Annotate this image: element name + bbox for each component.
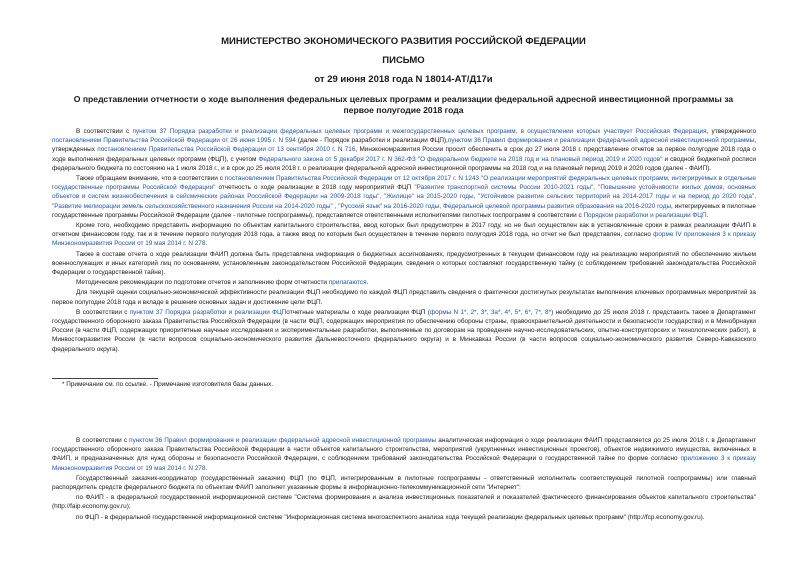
paragraph-11: по ФЦП - в федеральной государственной информационной системе "Информационная система многоаспектного анализа хода текущей реализации федеральных целевых программ" (http://fcp.economy.gov.ru). <box>76 513 705 521</box>
text: , утвержденного <box>706 128 757 135</box>
footnote-divider <box>52 378 158 379</box>
text: Также обращаем внимание, что в соответствии с <box>76 175 225 183</box>
text: , утвержденных <box>52 137 756 154</box>
link-form-iv-order-278[interactable]: форме IV приложения 3 к приказу Минэкономразвития России от 19 мая 2014 г. N 278 <box>52 231 756 248</box>
paragraph-6: Для текущей оценки социально-экономической эффективности реализации ФЦП необходимо по каждой ФЦП представить сведения о фактически достигнутых результатах выполнения ключевых программных мероприятий за первое полугодие 2018 года и вкладе в решение основных задач и достижение цели ФЦП. <box>52 289 756 306</box>
document-body-upper <box>52 127 756 355</box>
paragraph-7 <box>52 308 756 354</box>
link-resolution-594[interactable]: постановлением Правительства Российской Федерации от 26 июня 1995 г. N 594 <box>52 137 296 145</box>
ministry-name: МИНИСТЕРСТВО ЭКОНОМИЧЕСКОГО РАЗВИТИЯ РОССИЙСКОЙ ФЕДЕРАЦИИ <box>221 36 586 47</box>
link-order-fcp-item-37[interactable]: пунктом 37 Порядка разработки и реализации федеральных целевых программ и межгосударственных целевых программ, в осуществлении которых участвует Российская Федерация <box>132 128 707 135</box>
footnote: * Примечание см. по ссылке. - Примечание изготовителя базы данных. <box>62 381 274 388</box>
text: аналитическая информация о ходе реализации ФАИП представляется до 25 июля 2018 г. в Департамент государственного оборонного заказа Правительства Российской Федерации в части объектов капитального строительства, мероприятий (укрупненных инвестиционных проектов), объектов недвижимого имущества, включенных в ФАИП, и предназначенных для нужд обороны и безопасности Российской Федерации, с соблюдением требований законодательства Российской Федерации о государственной тайне по форме согласно <box>52 437 756 463</box>
text: В соответствии с <box>76 308 130 316</box>
text: (далее - Порядок разработки и реализации ФЦП), <box>295 137 448 145</box>
document-type: ПИСЬМО <box>382 55 425 66</box>
text: . <box>205 240 208 248</box>
link-appendix-3-order-278[interactable]: приложению 3 к приказу Минэкономразвития России от 19 мая 2014 г. N 278 <box>52 455 756 472</box>
paragraph-2 <box>52 174 756 220</box>
document-title: О представлении отчетности о ходе выполнения федеральных целевых программ и реализации федеральной адресной инвестиционной программы за первое полугодие 2018 года <box>73 94 734 115</box>
text: отчетность о ходе реализации в 2018 году мероприятий ФЦП <box>215 184 415 192</box>
text: ) необходимо до 25 июля 2018 г. представить также в Департамент государственного оборонного заказа Правительства Российской Федерации (в части ФЦП, содержащих мероприятия по обеспечению обороны страны, правоохранительной деятельности и безопасности государства) и в Минобрнауки России (в части ФЦП, содержащих приоритетные научные исследования и экспериментальные разработки, выполняемые по договорам на проведение научно-исследовательских, опытно-конструкторских и технологических работ), в Минвостокразвития России (в части вопросов социально-экономического развития Дальневосточного федерального округа) и в Минкавказ России (в части вопросов социально-экономического развития Северо-Кавказского федерального округа). <box>52 308 757 353</box>
text: В соответствии с <box>76 437 130 444</box>
link-fcp-list[interactable]: "Развитие транспортной системы России 2010-2021 годы", "Повышение устойчивости жилых домов, основных объектов и систем жизнеобеспечения в сейсмических районах Российской Федерации на 2009-2018 годы", "Жилище" на 2015-2020 годы, "Устойчивое развитие сельских территорий на 2014-2017 годы и на период до 2020 года", "Развитие мелиорации земель сельскохозяйственного назначения России на 2014-2020 годы" , "Русский язык" на 2016-2020 годы, Федеральной целевой программы развития образования на 2016-2020 годы <box>52 184 756 210</box>
text: , Минэкономразвития России просит обеспечить в срок до 27 июля 2018 г. представление отчетов за первое полугодие 2018 года о ходе выполнения федеральных целевых программ (ФЦП), с учетом <box>52 146 756 163</box>
link-attached-recommendations[interactable]: прилагаются <box>328 279 367 287</box>
document-body-lower <box>52 436 756 523</box>
text: , интегрируемых в пилотные государственные программы Российской Федерации (далее - пилотные госпрограммы), представляется ответственными исполнителями пилотных госпрограмм в соответствии с <box>52 202 756 219</box>
text: отчетные материалы о ходе реализации ФЦП ( <box>286 308 430 316</box>
link-rules-faip-item-36b[interactable]: пунктом 36 Правил формирования и реализации федеральной адресной инвестиционной программы <box>129 437 437 444</box>
link-resolution-716[interactable]: постановлением Правительства Российской Федерации от 13 сентября 2010 г. N 716 <box>97 146 356 154</box>
text: Кроме того, необходимо представить информацию по объектам капитального строительства, ввод которых был предусмотрен в 2017 году, но не был осуществлен как в установленные сроки в рамках реализации ФАИП в отчетном финансовом году, так и в течение первого полугодия 2018 года, а также ввод по которым был осуществлен в течение первого полугодия 2018 года, но отчет не был представлен, согласно <box>52 222 756 239</box>
text: Методические рекомендации по подготовке отчетов и заполнению форм отчетности <box>76 279 329 287</box>
paragraph-10: по ФАИП - в федеральной государственной информационной системе "Система формирования и анализа инвестиционных показателей и показателей фактического финансирования объектов капитального строительства" (http://faip.economy.gov.ru); <box>52 494 756 511</box>
paragraph-4: Также в составе отчета о ходе реализации ФАИП должна быть представлена информация о бюджетных ассигнованиях, предусмотренных в текущем финансовом году на реализацию мероприятий по обеспечению жильем военнослужащих и иных категорий лиц по основаниям, установленным законодательством Российской Федерации, сведения о которых составляют государственную тайну (с соблюдением требований законодательства Российской Федерации о государственной тайне). <box>52 250 756 277</box>
text: . <box>205 464 208 472</box>
text: и сводной бюджетной росписи федерального бюджета по состоянию на 1 июля 2018 г., и в срок до 25 июля 2018 г. о реализации федеральной адресной инвестиционной программы на 2018 год и на плановый период 2019 и 2020 годов (далее - ФАИП). <box>52 155 756 172</box>
text: В соответствии с <box>76 128 133 135</box>
paragraph-3 <box>52 221 756 249</box>
document-date-number: от 29 июня 2018 года N 18014-АТ/Д17и <box>314 74 493 85</box>
paragraph-8 <box>52 436 756 473</box>
link-resolution-1243[interactable]: постановлением Правительства Российской Федерации от 12 октября 2017 г. N 1243 "О реализации мероприятий федеральных целевых программ, интегрируемых в отдельные государственные программы Российской Федерации" <box>52 175 756 192</box>
text: . <box>366 279 369 287</box>
paragraph-9: Государственный заказчик-координатор (государственный заказчик) ФЦП (по ФЦП, интегрированным в пилотные госпрограммы - ответственный исполнитель соответствующей пилотной госпрограммы) или главный распорядитель средств федерального бюджета по объектам ФАИП заполняет указанные формы в информационно-телекоммуникационной сети "Интернет": <box>52 474 756 492</box>
paragraph-5 <box>52 278 756 287</box>
link-federal-law-362[interactable]: Федерального закона от 5 декабря 2017 г. N 362-ФЗ "О федеральном бюджете на 2018 год и на плановый период 2019 и 2020 годов" <box>258 155 663 163</box>
link-rules-faip-item-36[interactable]: пунктом 36 Правил формирования и реализации федеральной адресной инвестиционной программы <box>447 137 755 145</box>
link-forms-1-8[interactable]: формы N 1*, 2*, 3*, 3а*, 4*, 5*, 6*, 7*, 8* <box>429 308 552 316</box>
link-order-fcp[interactable]: Порядком разработки и реализации ФЦП <box>583 211 707 219</box>
text: . <box>706 211 709 219</box>
paragraph-1 <box>52 127 756 173</box>
link-order-fcp-item-37b[interactable]: пунктом 37 Порядка разработки и реализации ФЦП <box>129 308 287 316</box>
